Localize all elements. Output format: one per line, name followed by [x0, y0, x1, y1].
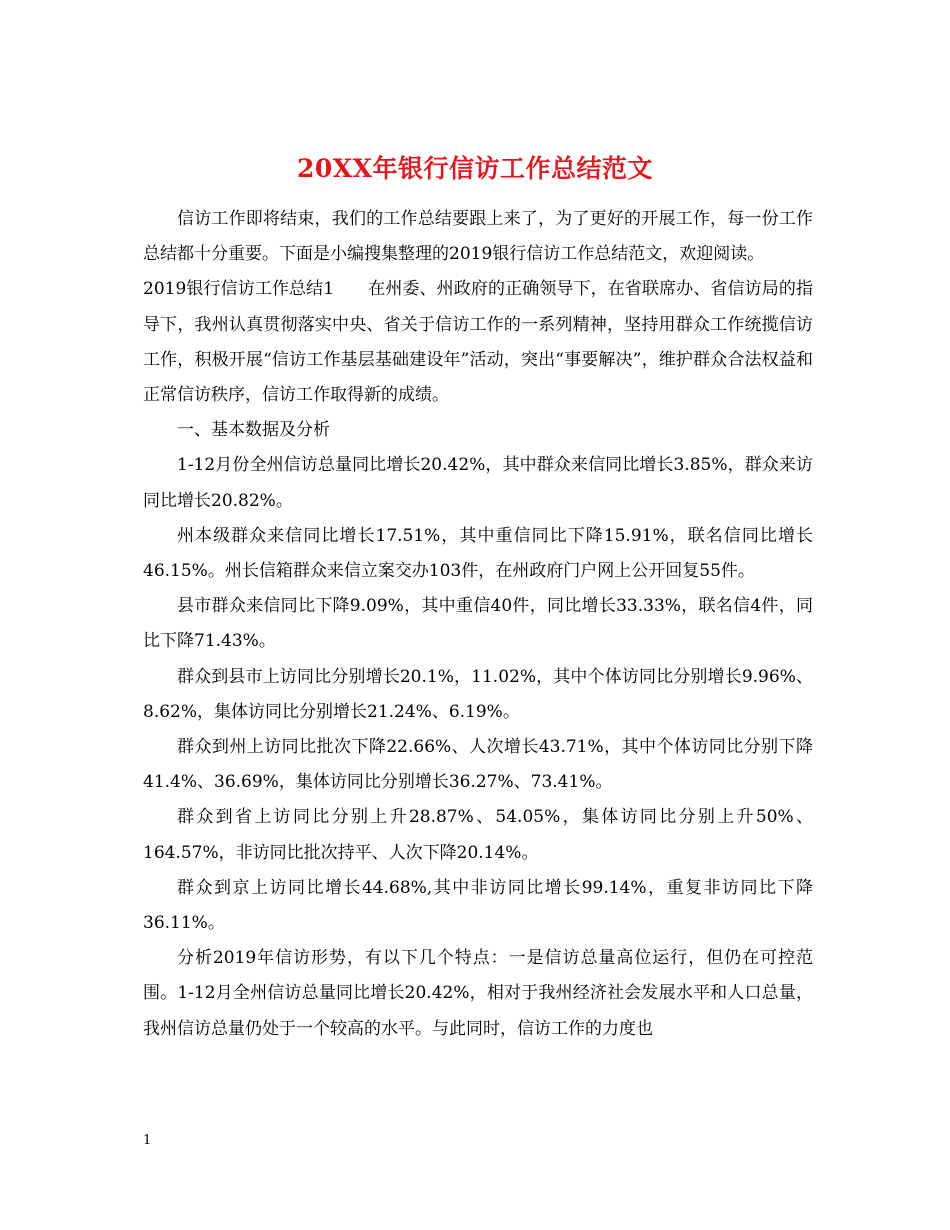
document-body	[143, 202, 813, 1047]
body-paragraph: 1-12月份全州信访总量同比增长20.42%，其中群众来信同比增长3.85%，群众来访同比增长20.82%。	[143, 455, 813, 511]
body-paragraph: 群众到县市上访同比分别增长20.1%，11.02%，其中个体访同比分别增长9.96%、8.62%，集体访同比分别增长21.24%、6.19%。	[143, 666, 813, 722]
body-paragraph: 群众到州上访同比批次下降22.66%、人次增长43.71%，其中个体访同比分别下降41.4%、36.69%，集体访同比分别增长36.27%、73.41%。	[143, 737, 813, 793]
section-heading: 一、基本数据及分析	[177, 420, 330, 441]
body-paragraph: 州本级群众来信同比增长17.51%，其中重信同比下降15.91%，联名信同比增长46.15%。州长信箱群众来信立案交办103件，在州政府门户网上公开回复55件。	[143, 525, 813, 582]
body-paragraph: 分析2019年信访形势，有以下几个特点：一是信访总量高位运行，但仍在可控范围。1-12月全州信访总量同比增长20.42%，相对于我州经济社会发展水平和人口总量，我州信访总量仍处于一个较高的水平。与此同时，信访工作的力度也	[143, 948, 813, 1039]
summary-paragraph	[143, 272, 813, 413]
body-paragraph: 群众到京上访同比增长44.68%,其中非访同比增长99.14%，重复非访同比下降36.11%。	[143, 877, 813, 934]
intro-paragraph: 信访工作即将结束，我们的工作总结要跟上来了，为了更好的开展工作，每一份工作总结都十分重要。下面是小编搜集整理的2019银行信访工作总结范文，欢迎阅读。	[143, 209, 813, 265]
document-title: 20XX年银行信访工作总结范文	[296, 153, 654, 183]
summary-label: 2019银行信访工作总结1	[143, 279, 335, 300]
body-paragraph: 县市群众来信同比下降9.09%，其中重信40件，同比增长33.33%，联名信4件，同比下降71.43%。	[143, 596, 813, 652]
body-paragraph: 群众到省上访同比分别上升28.87%、54.05%，集体访同比分别上升50%、164.57%，非访同比批次持平、人次下降20.14%。	[143, 807, 813, 863]
summary-text: 在州委、州政府的正确领导下，在省联席办、省信访局的指导下，我州认真贯彻落实中央、省关于信访工作的一系列精神，坚持用群众工作统揽信访工作，积极开展“信访工作基层基础建设年”活动，突出“事要解决”，维护群众合法权益和正常信访秩序，信访工作取得新的成绩。	[143, 279, 813, 406]
page-number: 1	[143, 1133, 152, 1148]
